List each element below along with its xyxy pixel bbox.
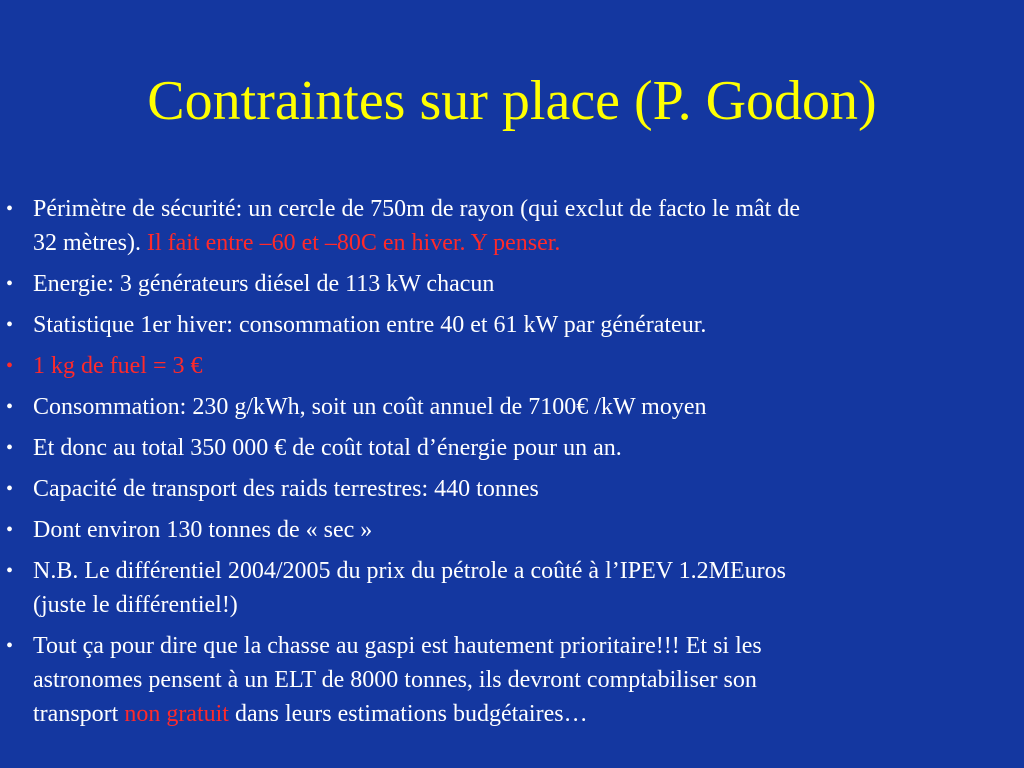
bullet-dot: •	[6, 478, 14, 500]
bullet-text: 32 mètres).	[33, 230, 147, 256]
bullet-text: Energie: 3 générateurs diésel de 113 kW chacun	[33, 271, 495, 297]
bullet-item-conclusion	[0, 629, 1024, 731]
bullet-dot: •	[6, 519, 14, 541]
bullet-item-energy	[0, 267, 1024, 301]
bullet-item-consumption	[0, 390, 1024, 424]
bullet-list	[0, 192, 1024, 738]
bullet-item-fuel-price	[0, 349, 1024, 383]
bullet-highlight-text: non gratuit	[124, 701, 229, 727]
bullet-dot: •	[6, 437, 14, 459]
bullet-text: N.B. Le différentiel 2004/2005 du prix du pétrole a coûté à l’IPEV 1.2MEuros	[33, 558, 786, 584]
bullet-text: Dont environ 130 tonnes de « sec »	[33, 517, 373, 543]
bullet-dot: •	[6, 314, 14, 336]
bullet-warning-text: Il fait entre –60 et –80C en hiver. Y penser.	[146, 230, 561, 256]
slide-title: Contraintes sur place (P. Godon)	[147, 70, 877, 132]
bullet-text: Périmètre de sécurité: un cercle de 750m de rayon (qui exclut de facto le mât de	[33, 196, 801, 222]
bullet-item-security-perimeter	[0, 192, 1024, 260]
bullet-item-dry-cargo	[0, 513, 1024, 547]
bullet-dot: •	[6, 273, 14, 295]
bullet-text: Statistique 1er hiver: consommation entre 40 et 61 kW par générateur.	[33, 312, 707, 338]
bullet-text: (juste le différentiel!)	[33, 592, 238, 618]
bullet-item-oil-price-note	[0, 554, 1024, 622]
bullet-dot: •	[6, 355, 14, 377]
bullet-dot: •	[6, 198, 14, 220]
bullet-dot: •	[6, 396, 14, 418]
bullet-text: Capacité de transport des raids terrestres: 440 tonnes	[33, 476, 539, 502]
bullet-item-total-cost	[0, 431, 1024, 465]
bullet-text: dans leurs estimations budgétaires…	[228, 701, 588, 727]
bullet-text: astronomes pensent à un ELT de 8000 tonnes, ils devront comptabiliser son	[33, 667, 757, 693]
bullet-text: Consommation: 230 g/kWh, soit un coût annuel de 7100€ /kW moyen	[33, 394, 707, 420]
bullet-text: 1 kg de fuel = 3 €	[33, 353, 203, 379]
bullet-text: Tout ça pour dire que la chasse au gaspi est hautement prioritaire!!! Et si les	[33, 633, 762, 659]
bullet-text: Et donc au total 350 000 € de coût total d’énergie pour un an.	[33, 435, 622, 461]
bullet-item-transport-capacity	[0, 472, 1024, 506]
bullet-text: transport	[33, 701, 125, 727]
bullet-dot: •	[6, 560, 14, 582]
bullet-dot: •	[6, 635, 14, 657]
bullet-item-statistics	[0, 308, 1024, 342]
